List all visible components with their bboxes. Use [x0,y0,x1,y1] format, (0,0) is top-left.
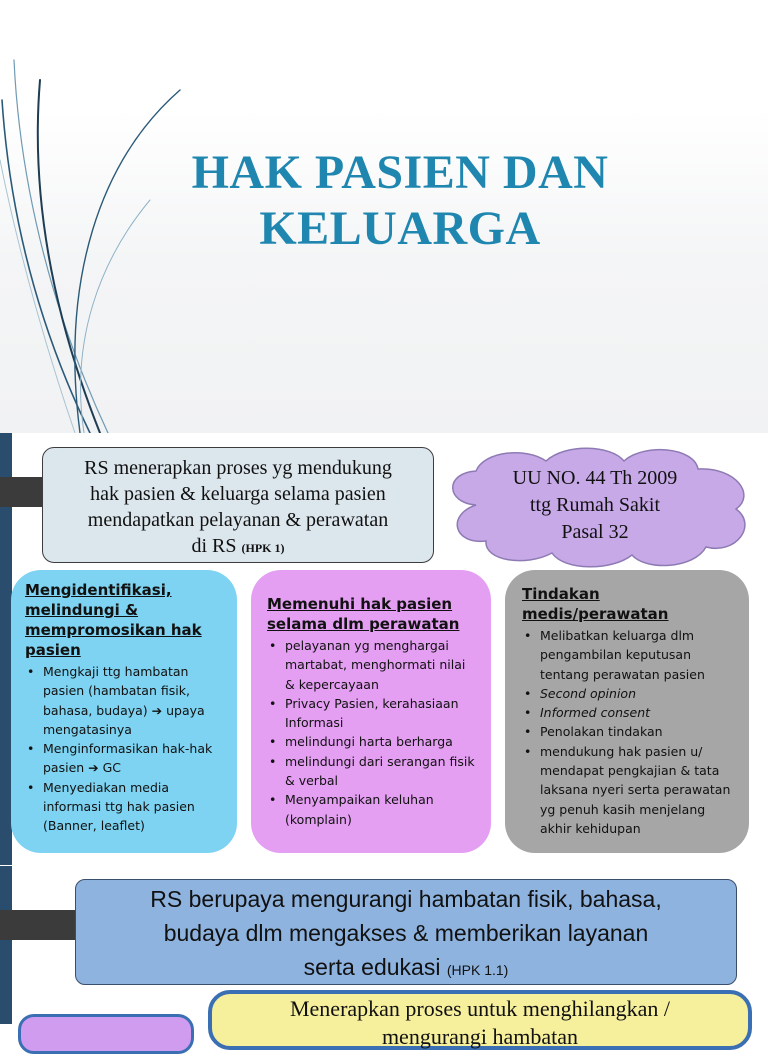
process-line: mengurangi hambatan [381,1024,579,1049]
hpk11-line: budaya dlm mengakses & memberikan layanan [163,920,649,946]
hpk1-line: RS menerapkan proses yg mendukung [84,457,392,479]
list-item: • Menyediakan media informasi ttg hak pasien (Banner, leaflet) [25,778,225,836]
hpk1-line-last [43,533,433,561]
cloud-line: Pasal 32 [561,521,629,543]
list-item: • Menyampaikan keluhan (komplain) [267,790,479,829]
hpk1-line: mendapatkan pelayanan & perawatan [87,509,389,531]
hpk1-line: di RS [191,535,237,557]
slide-hpk1 [0,433,768,865]
list-item: • Informed consent [522,703,737,722]
list-item: • Privacy Pasien, kerahasiaan Informasi [267,694,479,733]
tab-marker [0,910,76,940]
hpk11-line: serta edukasi [303,954,441,980]
cloud-line: ttg Rumah Sakit [530,494,660,516]
card-medical-action [505,570,749,853]
slide-title [0,0,768,433]
card-identify-protect [11,570,237,853]
list-item: • Second opinion [522,684,737,703]
hpk1-statement-box [42,447,434,563]
card-heading: Mengidentifikasi, melindungi & mempromosikan hak pasien [25,581,202,659]
cloud-line: UU NO. 44 Th 2009 [512,467,678,489]
card-heading: Tindakan medis/perawatan [522,585,669,623]
hpk1-ref: (HPK 1) [241,541,285,555]
card-list [25,662,225,836]
list-item: • mendukung hak pasien u/ mendapat pengkajian & tata laksana nyeri serta perawatan yg penuh kasih menjelang akhir kehidupan [522,742,737,838]
list-item: • melindungi harta berharga [267,732,479,751]
hpk11-ref: (HPK 1.1) [446,962,509,978]
hpk11-line: RS berupaya mengurangi hambatan fisik, bahasa, [150,886,662,912]
list-item: • Menginformasikan hak-hak pasien ➔ GC [25,739,225,778]
card-fulfill-rights [251,570,491,853]
hpk1-line: hak pasien & keluarga selama pasien [90,483,386,505]
hpk1-1-statement-box [75,879,737,985]
slide-hpk1-1 [0,866,768,1049]
list-item: • melindungi dari serangan fisik & verbal [267,752,479,791]
hpk11-line-last [76,950,736,987]
card-heading: Memenuhi hak pasien selama dlm perawatan [267,595,460,633]
list-item: • pelayanan yg menghargai martabat, menghormati nilai & kepercayaan [267,636,479,694]
slide-title-text [150,145,650,257]
card-list [267,636,479,829]
purple-box [18,1014,194,1054]
title-line-1: HAK PASIEN DAN [191,146,609,199]
title-line-2: KELUARGA [259,202,541,255]
process-box [208,990,752,1050]
list-item: • Melibatkan keluarga dlm pengambilan keputusan tentang perawatan pasien [522,626,737,684]
card-list [522,626,737,838]
list-item: • Penolakan tindakan [522,722,737,741]
list-item: • Mengkaji ttg hambatan pasien (hambatan fisik, bahasa, budaya) ➔ upaya mengatasinya [25,662,225,739]
accent-bar [0,866,12,1024]
law-reference-text [470,465,720,546]
tab-marker [0,477,42,507]
process-line: Menerapkan proses untuk menghilangkan / [289,996,670,1021]
